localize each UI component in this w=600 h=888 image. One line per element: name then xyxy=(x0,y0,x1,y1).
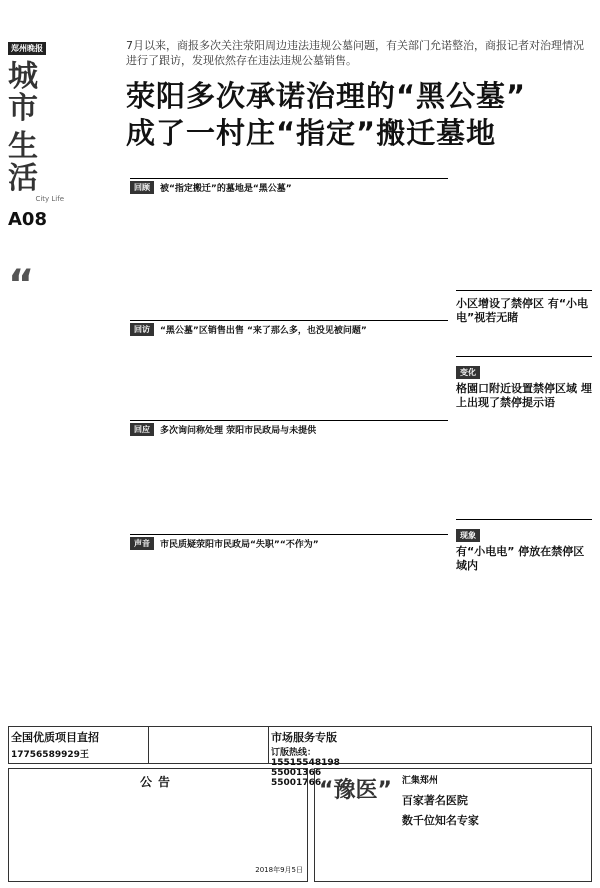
notice-body xyxy=(13,792,303,862)
section-revisit xyxy=(130,320,448,410)
section-text xyxy=(293,440,448,530)
ad-phone: 55001366 xyxy=(271,768,322,778)
brand-line2: 生活 xyxy=(8,129,39,196)
section-response xyxy=(130,420,448,530)
ad-line: 数千位知名专家 xyxy=(401,814,479,827)
section-text xyxy=(130,440,285,530)
yiyi-ad xyxy=(314,768,592,882)
ad-phone: 15515548198 xyxy=(271,758,340,768)
brand-line1: 城市 xyxy=(8,59,39,126)
right-box xyxy=(456,519,592,706)
notice-title: 公告 xyxy=(139,775,176,789)
headline-line2: 成了一村庄“指定”搬迁墓地 xyxy=(126,116,497,150)
paper-tag: 郑州晚报 xyxy=(8,42,46,55)
ad-phone: 55001766 xyxy=(271,778,322,788)
brand-en: City Life xyxy=(35,195,64,203)
quote-icon: “ xyxy=(8,262,35,308)
notice xyxy=(8,768,308,882)
ad-small xyxy=(149,727,269,763)
right-box xyxy=(456,290,592,350)
section-title: 市民质疑荥阳市民政局“失职”“不作为” xyxy=(160,540,319,550)
section-text xyxy=(130,198,285,318)
section-label: 回顾 xyxy=(130,181,154,194)
section-label: 回应 xyxy=(130,423,154,436)
lead-text: 7月以来，商报多次关注荥阳周边违法违规公墓问题，有关部门允诺整治，商报记者对治理情况进行了跟访，发现依然存在违法违规公墓销售。 xyxy=(126,39,584,67)
ad-projects xyxy=(9,727,149,763)
section-review xyxy=(130,178,448,318)
ad-phone: 17756589929王 xyxy=(11,750,89,760)
right-box xyxy=(456,356,592,513)
notice-sign: 2018年9月5日 xyxy=(255,866,303,874)
right-title: 有“小电电” 停放在禁停区域内 xyxy=(456,545,585,572)
ad-big-title: “豫医” xyxy=(319,778,392,803)
section-voice xyxy=(130,534,448,724)
right-title: 格園口附近设置禁停区域 埋上出现了禁停提示语 xyxy=(456,382,592,409)
ad-line: 百家著名医院 xyxy=(401,794,468,807)
right-label: 变化 xyxy=(456,366,480,379)
section-title: “黑公墓”区销售出售 “来了那么多，也没见被问题” xyxy=(160,326,367,336)
headline xyxy=(126,78,588,152)
section-text xyxy=(293,198,448,318)
ad-line: 汇集郑州 xyxy=(401,776,438,786)
page-number: A08 xyxy=(8,209,47,230)
bottom-ads xyxy=(8,768,592,882)
section-label: 声音 xyxy=(130,537,154,550)
section-text xyxy=(130,554,285,724)
section-title: 多次询问称处理 荥阳市民政局与未提供 xyxy=(160,426,317,436)
section-text xyxy=(293,554,448,724)
right-label: 现象 xyxy=(456,529,480,542)
ad-sub: 订版热线： xyxy=(271,748,317,758)
left-text-column xyxy=(56,268,126,688)
right-title: 小区增设了禁停区 有“小电电”视若无睹 xyxy=(456,297,589,324)
headline-line1: 荥阳多次承诺治理的“黑公墓” xyxy=(126,79,527,113)
section-text xyxy=(293,340,448,410)
section-text xyxy=(130,340,285,410)
right-column xyxy=(456,180,592,712)
section-label: 回访 xyxy=(130,323,154,336)
ad-title: 全国优质项目直招 xyxy=(11,731,99,744)
masthead xyxy=(8,36,64,308)
ad-title: 市场服务专版 xyxy=(271,731,337,744)
section-title: 被“指定搬迁”的墓地是“黑公墓” xyxy=(160,184,292,194)
